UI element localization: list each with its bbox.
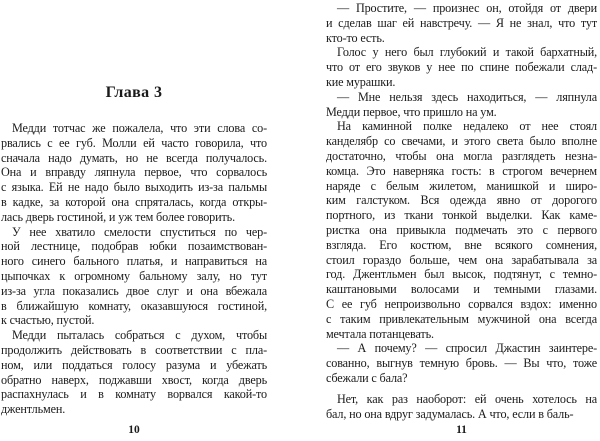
text-line: лась дверь гостиной, и уж тем более говорить. <box>1 209 235 224</box>
text-line: в кадке, за которой она спряталась, когда откры- <box>1 194 267 209</box>
text-line: ким галстуком. Вся одежда явно от дорогого <box>326 193 597 208</box>
text-line: Медди первое, что пришло на ум. <box>326 104 497 119</box>
page-number: 11 <box>456 424 467 436</box>
text-line: бал, но она вдруг задумалась. А что, если в баль- <box>326 406 574 421</box>
text-line: ристка она привыкла подмечать это с первого <box>326 222 597 237</box>
paragraph <box>326 119 597 341</box>
paragraph <box>326 392 597 422</box>
text-line: канделябр со свечами, и этого света было вполне <box>326 134 597 149</box>
paragraph <box>326 45 597 89</box>
page-number: 10 <box>128 424 140 436</box>
text-line: Она и вправду ляпнула первое, что сорвалось <box>1 165 267 180</box>
text-line: ном, или поддаться голосу разума и убежать <box>1 357 267 372</box>
text-line: кто-то есть. <box>326 30 385 45</box>
paragraph <box>1 225 267 329</box>
text-line: рвались с ее губ. Молли ей часто говорила, что <box>1 135 267 150</box>
page-left <box>1 0 267 441</box>
text-line: комца. Это наверняка гость: в строгом вечернем <box>326 163 597 178</box>
page-body <box>326 1 597 421</box>
text-line: ной лестнице, подобрав юбки позаимствован- <box>1 239 267 254</box>
text-line: джентльмен. <box>1 402 66 417</box>
text-line: Медди тотчас же пожалела, что эти слова со- <box>12 121 267 135</box>
text-line: продолжить действовать в соответствии с пла- <box>1 342 267 357</box>
text-line: сованно, выгнув темную бровь. — Вы что, тоже <box>326 356 597 371</box>
page-body <box>1 121 267 417</box>
page-right <box>326 0 597 441</box>
text-line: У нее хватило смелости спуститься по чер- <box>12 224 267 239</box>
text-line: сбежали с бала? <box>326 370 408 385</box>
text-line: с языка. Ей не надо было выходить из-за пальмы <box>1 180 267 195</box>
text-line: — Мне нельзя здесь находиться, — ляпнула <box>337 89 597 104</box>
text-line: С ее губ непроизвольно сорвался вздох: именно <box>326 296 597 311</box>
text-line: год. Джентльмен был высок, подтянут, с темно- <box>326 267 597 282</box>
paragraph <box>326 341 597 385</box>
text-line: ного синего бального платья, и направиться на <box>1 254 267 269</box>
text-line: распахнулась и в комнату ворвался какой-то <box>1 387 267 402</box>
paragraph <box>326 90 597 120</box>
paragraph <box>326 1 597 45</box>
text-line: что от его звуков у нее по спине побежали слад- <box>326 60 597 75</box>
text-line: — А почему? — спросил Джастин заинтере- <box>337 341 597 356</box>
text-line: с таким привлекательным мужчиной она всегда <box>326 311 597 326</box>
text-line: сначала надо думать, но не всегда получалось. <box>1 150 267 165</box>
text-line: стоил гораздо больше, чем она зарабатывала за <box>326 252 597 267</box>
text-line: обратно наверх, поджавши хвост, когда дверь <box>1 372 267 387</box>
text-line: Медди пыталась собраться с духом, чтобы <box>12 328 267 343</box>
text-line: взгляда. Его костюм, вне всякого сомнения, <box>326 237 597 252</box>
paragraph <box>1 328 267 417</box>
text-line: каштановыми волосами и темными глазами. <box>326 282 597 297</box>
paragraph <box>1 121 267 225</box>
text-line: Нет, как раз наоборот: ей очень хотелось на <box>337 391 597 406</box>
text-line: мечтала потанцевать. <box>326 326 434 341</box>
text-line: На каминной полке недалеко от нее стоял <box>337 119 597 134</box>
text-line: в ближайшую комнату, оказавшуюся гостиной, <box>1 298 267 313</box>
text-line: портного, из ткани тонкой выделки. Как каме- <box>326 208 597 223</box>
text-line: — Простите, — произнес он, отойдя от двери <box>337 1 597 15</box>
text-line: и сделав шаг ей навстречу. — Я не знал, что тут <box>326 15 597 30</box>
chapter-heading: Глава 3 <box>105 84 163 101</box>
text-line: из-за угла показались двое слуг и она вбежала <box>1 283 267 298</box>
text-line: цыпочках к огромному бальному залу, но тут <box>1 268 267 283</box>
text-line: достаточно, чтобы она могла разглядеть незна- <box>326 148 597 163</box>
text-line: наряде с белым жилетом, манишкой и широ- <box>326 178 597 193</box>
text-line: к счастью, пустой. <box>1 313 95 328</box>
text-line: кие мурашки. <box>326 74 396 89</box>
text-line: Голос у него был глубокий и такой бархатный, <box>337 45 597 60</box>
